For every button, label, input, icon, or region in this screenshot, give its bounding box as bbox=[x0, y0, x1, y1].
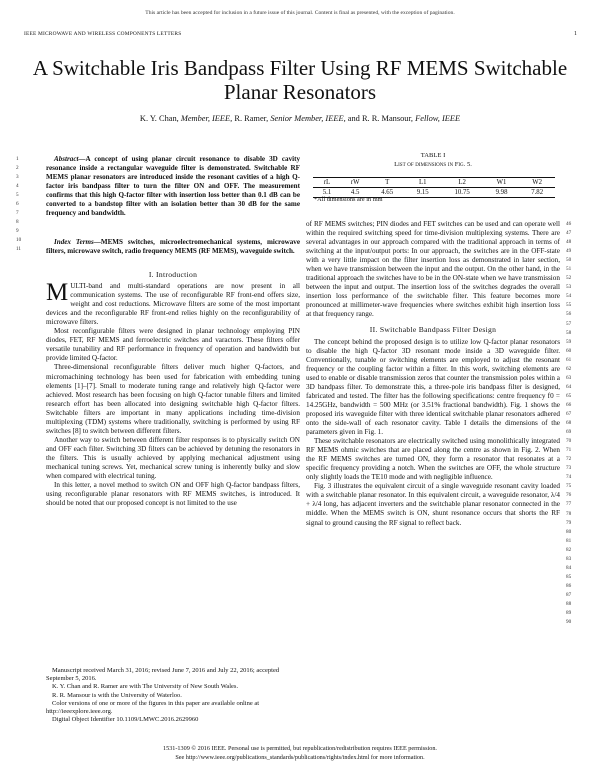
table-header-cell: L1 bbox=[418, 179, 427, 186]
line-number: 71 bbox=[566, 447, 572, 454]
line-number: 2 bbox=[16, 165, 19, 172]
section-heading-introduction: I. Introduction bbox=[148, 270, 198, 279]
line-number: 64 bbox=[566, 383, 572, 390]
line-number: 74 bbox=[566, 474, 572, 481]
line-number: 67 bbox=[566, 410, 572, 417]
line-number: 68 bbox=[566, 420, 572, 427]
table-header-cell: rL bbox=[323, 179, 331, 186]
line-number: 78 bbox=[566, 510, 572, 517]
line-number: 88 bbox=[566, 600, 572, 607]
line-number: 79 bbox=[566, 519, 572, 526]
right-paragraph-1: of RF MEMS switches; PIN diodes and FET switches can be used and can operate well within the required switching speed for time-division multiplexing systems. There are several advantages in our approach compared with the traditional approach in terms of switching at the input/output ports: In our approach, the switches are in the OFF-state with a very little impact on the filter insertion loss as demonstrated in later section, when we have transmission between the input and the output. On the other hand, in the traditional approach the switches have to be in the ON-state when we have transmission between the input and output. The insertion loss of the switches degrades the overall insertion loss performance of the switchable filter. This feature becomes more pronounced at millimeter-wave frequencies where switches exhibit high insertion loss at that frequency range. bbox=[306, 220, 560, 319]
line-number: 54 bbox=[566, 293, 572, 300]
running-head: IEEE MICROWAVE AND WIRELESS COMPONENTS LETTERS bbox=[24, 31, 182, 37]
table-cell: 4.65 bbox=[381, 189, 394, 196]
table-caption bbox=[306, 151, 560, 169]
table-header-cell: T bbox=[385, 179, 390, 186]
author-2: R. Ramer, bbox=[234, 114, 269, 123]
paper-title: A Switchable Iris Bandpass Filter Using RF MEMS Switchable Planar Resonators bbox=[32, 56, 568, 104]
footnotes bbox=[46, 667, 300, 724]
line-number: 75 bbox=[566, 483, 572, 490]
table-cell: 9.15 bbox=[416, 189, 429, 196]
line-number: 5 bbox=[16, 192, 19, 199]
drop-cap: M bbox=[46, 279, 69, 307]
table-header-row bbox=[313, 178, 555, 188]
line-number: 48 bbox=[566, 239, 572, 246]
line-number: 7 bbox=[16, 210, 19, 217]
line-number: 61 bbox=[566, 356, 572, 363]
acceptance-notice: This article has been accepted for inclusion in a future issue of this journal. Content is final as presented, with the exception of pagination. bbox=[145, 10, 455, 16]
line-number: 69 bbox=[566, 429, 572, 436]
line-number: 11 bbox=[16, 246, 21, 253]
line-number: 62 bbox=[566, 365, 572, 372]
line-number: 6 bbox=[16, 201, 19, 208]
abstract-text: A concept of using planar circuit resonance to disable 3D cavity resonance inside a rectangular waveguide filter is demonstrated. Switchable RF MEMS planar resonators are introduced inside the resonant cavities of a high Q-factor iris bandpass filter to turn the filter ON and OFF. The measurement confirms that this high Q-factor filter with insertion loss better than 0.1 dB can be converted to a bandstop filter with an isolation better than 30 dB for the same frequency and bandwidth. bbox=[46, 155, 300, 218]
table-cell: 5.1 bbox=[322, 189, 332, 196]
design-paragraph-1: The concept behind the proposed design is to utilize low Q-factor planar resonators to disable the high Q-factor 3D resonant mode inside a 3D waveguide filter. Conventionally, tunable or switching elements are employed to adjust the resonant frequency or the coupling factor within a filter. In this work, switching elements are used to enable or disable transmission zeros that counter the transmission poles within a 3D bandpass filter. To demonstrate this, a three-pole iris bandpass filter is designed, fabricated and tested. The filter has the following specifications: centre frequency f0 = 14.25GHz, bandwidth = 500 MHz (or 3.51% fractional bandwidth). Fig. 1 shows the proposed iris waveguide filter with three identical switchable planar resonators adhered onto the side-wall of each resonator cavity. Table I details the dimensions of the parameters given in Fig. 1. bbox=[306, 337, 560, 437]
line-number: 56 bbox=[566, 311, 572, 318]
line-number: 85 bbox=[566, 573, 572, 580]
line-number: 73 bbox=[566, 465, 572, 472]
author-1: K. Y. Chan, bbox=[139, 114, 179, 123]
author-3: and R. R. Mansour, bbox=[347, 114, 414, 123]
table-label: TABLE I bbox=[420, 152, 446, 159]
line-number: 72 bbox=[566, 456, 572, 463]
line-number: 47 bbox=[566, 230, 572, 237]
footnote-affiliation-2: R. R. Mansour is with the University of Waterloo. bbox=[52, 691, 182, 699]
line-number: 86 bbox=[566, 582, 572, 589]
index-terms-text: MEMS switches, microelectromechanical systems, microwave filters, microwave switch, radio frequency MEMS (RF MEMS), waveguide switch. bbox=[46, 238, 300, 256]
line-number: 53 bbox=[566, 284, 572, 291]
line-number: 10 bbox=[16, 237, 22, 244]
table-header-cell: rW bbox=[350, 179, 360, 186]
line-number: 63 bbox=[566, 374, 572, 381]
line-number: 52 bbox=[566, 275, 572, 282]
intro-paragraph-2: Most reconfigurable filters were designed in planar technology employing PIN diodes, FET, RF MEMS and ferroelectric switches and varactors. These filters offer versatile tunability and RF performance in frequency of operation and bandwidth but provide limited Q-factor. bbox=[46, 327, 300, 363]
table-note: *All dimensions are in mm bbox=[314, 196, 383, 203]
line-number: 81 bbox=[566, 537, 572, 544]
footnote-affiliation-1: K. Y. Chan and R. Ramer are with The University of New South Wales. bbox=[52, 683, 239, 691]
footnote-received: Manuscript received March 31, 2016; revised June 7, 2016 and July 22, 2016; accepted September 5, 2016. bbox=[46, 667, 280, 683]
author-2-role: Senior Member, IEEE, bbox=[270, 114, 346, 123]
line-number: 50 bbox=[566, 257, 572, 264]
line-number: 1 bbox=[16, 156, 19, 162]
intro-paragraph-5: In this letter, a novel method to switch ON and OFF high Q-factor bandpass filters, using reconfigurable planar resonators with RF MEMS switches, is introduced. It should be noted that our proposed concept is not limited to the use bbox=[46, 481, 300, 508]
table-header-cell: W1 bbox=[496, 179, 507, 186]
line-number: 89 bbox=[566, 610, 572, 617]
line-number: 77 bbox=[566, 501, 572, 508]
line-number: 46 bbox=[566, 221, 572, 227]
line-number: 49 bbox=[566, 248, 572, 255]
design-paragraph-3: Fig. 3 illustrates the equivalent circuit of a single waveguide resonant cavity loaded with a switchable planar resonator. In this equivalent circuit, a waveguide resonator, λ/4 + λ/4 long, has adjacent inverters and the switchable planar resonator connected in the middle. When the MEMS switch is ON, shunt resonance occurs that shorts the RF signal to ground causing the RF signal to reflect back. bbox=[306, 482, 560, 527]
table-header-cell: L2 bbox=[458, 179, 466, 186]
abstract bbox=[46, 155, 300, 218]
footnote-doi: Digital Object Identifier 10.1109/LMWC.2016.2629960 bbox=[52, 716, 199, 724]
line-number: 80 bbox=[566, 528, 572, 535]
line-number: 66 bbox=[566, 401, 572, 408]
intro-paragraph-4: Another way to switch between different filter responses is to physically switch ON and OFF each filter. Switching 3D filters can be achieved by detuning the resonators in the filters. This is usually achieved by applying mechanical adjustment using mechanical tuning screws. Yet, mechanical screw tuning is inherently bulky and slow when compared with electrical tuning. bbox=[46, 435, 300, 481]
footnote-color: Color versions of one or more of the figures in this paper are available online at http://ieeexplore.ieee.org. bbox=[46, 699, 260, 716]
line-number: 8 bbox=[16, 219, 19, 226]
author-line bbox=[20, 114, 580, 123]
author-3-role: Fellow, IEEE bbox=[415, 114, 461, 123]
line-number: 58 bbox=[566, 329, 572, 336]
line-number: 3 bbox=[16, 174, 19, 181]
table-cell: 4.5 bbox=[350, 189, 360, 196]
design-paragraph-2: These switchable resonators are electrically switched using monolithically integrated RF MEMS ohmic switches that are placed along the centre as shown in Fig. 2. When the RF MEMS switches are turned ON, they form a resonator that resonates at a specific frequency providing a notch. When the switches are OFF, the whole structure only slightly loads the TE10 mode and with negligible influence. bbox=[306, 437, 560, 482]
line-number: 60 bbox=[566, 347, 572, 354]
line-number: 84 bbox=[566, 564, 572, 571]
author-1-role: Member, IEEE, bbox=[180, 114, 233, 123]
line-numbers-right bbox=[566, 220, 586, 627]
line-number: 59 bbox=[566, 338, 572, 345]
right-column bbox=[306, 220, 560, 528]
table-cell: 7.82 bbox=[531, 189, 544, 196]
line-number: 83 bbox=[566, 555, 572, 562]
line-number: 4 bbox=[16, 183, 19, 190]
page-number: 1 bbox=[574, 31, 577, 37]
index-terms-label: Index Terms— bbox=[54, 238, 101, 246]
dimensions-table bbox=[313, 177, 555, 198]
line-number: 57 bbox=[566, 320, 572, 327]
copyright-line-1: 1531-1309 © 2016 IEEE. Personal use is permitted, but republication/redistribution requires IEEE permission. bbox=[163, 745, 437, 752]
line-number: 76 bbox=[566, 492, 572, 499]
table-cell: 9.98 bbox=[495, 189, 508, 196]
intro-paragraph-3: Three-dimensional reconfigurable filters deliver much higher Q-factors, and micromachining technology has been used for fabrication with embedding tuning elements [1]–[7]. Small to moderate tuning range and relatively high Q-factor were achieved. Most research has been focusing on high Q-factor tunable filters and limited research effort has been allocated into designing switchable high Q-factor filters. Switchable filters are important in many applications including time-division multiplexing (TDM) systems where traditionally, switching is performed by using RF switches [8] to switch between different filters. bbox=[46, 363, 300, 435]
line-number: 51 bbox=[566, 266, 572, 273]
line-number: 55 bbox=[566, 302, 572, 309]
section-heading-design: II. Switchable Bandpass Filter Design bbox=[369, 324, 497, 334]
abstract-label: Abstract— bbox=[54, 155, 86, 163]
section-introduction bbox=[46, 270, 300, 508]
line-number: 82 bbox=[566, 546, 572, 553]
copyright-line-2: See http://www.ieee.org/publications_standards/publications/rights/index.html for more information. bbox=[175, 753, 425, 761]
table-caption-text: List of dimensions in Fig. 5. bbox=[394, 161, 472, 168]
line-number: 90 bbox=[566, 619, 572, 626]
line-number: 65 bbox=[566, 392, 572, 399]
table-header-cell: W2 bbox=[532, 179, 543, 186]
line-numbers-left bbox=[16, 155, 36, 255]
line-number: 70 bbox=[566, 438, 572, 445]
index-terms bbox=[46, 238, 300, 256]
table-cell: 10.75 bbox=[454, 189, 470, 196]
line-number: 87 bbox=[566, 591, 572, 598]
line-number: 9 bbox=[16, 228, 19, 235]
copyright-footer bbox=[0, 745, 600, 762]
intro-paragraph-1: ULTI-band and multi-standard operations are now present in all communication systems. The use of reconfigurable RF front-end offers size, weight and cost reductions. Microwave filters are some of the most important devices and the reconfigurable RF front-end relies highly on the reconfigurability of microwave filters. bbox=[46, 282, 300, 327]
